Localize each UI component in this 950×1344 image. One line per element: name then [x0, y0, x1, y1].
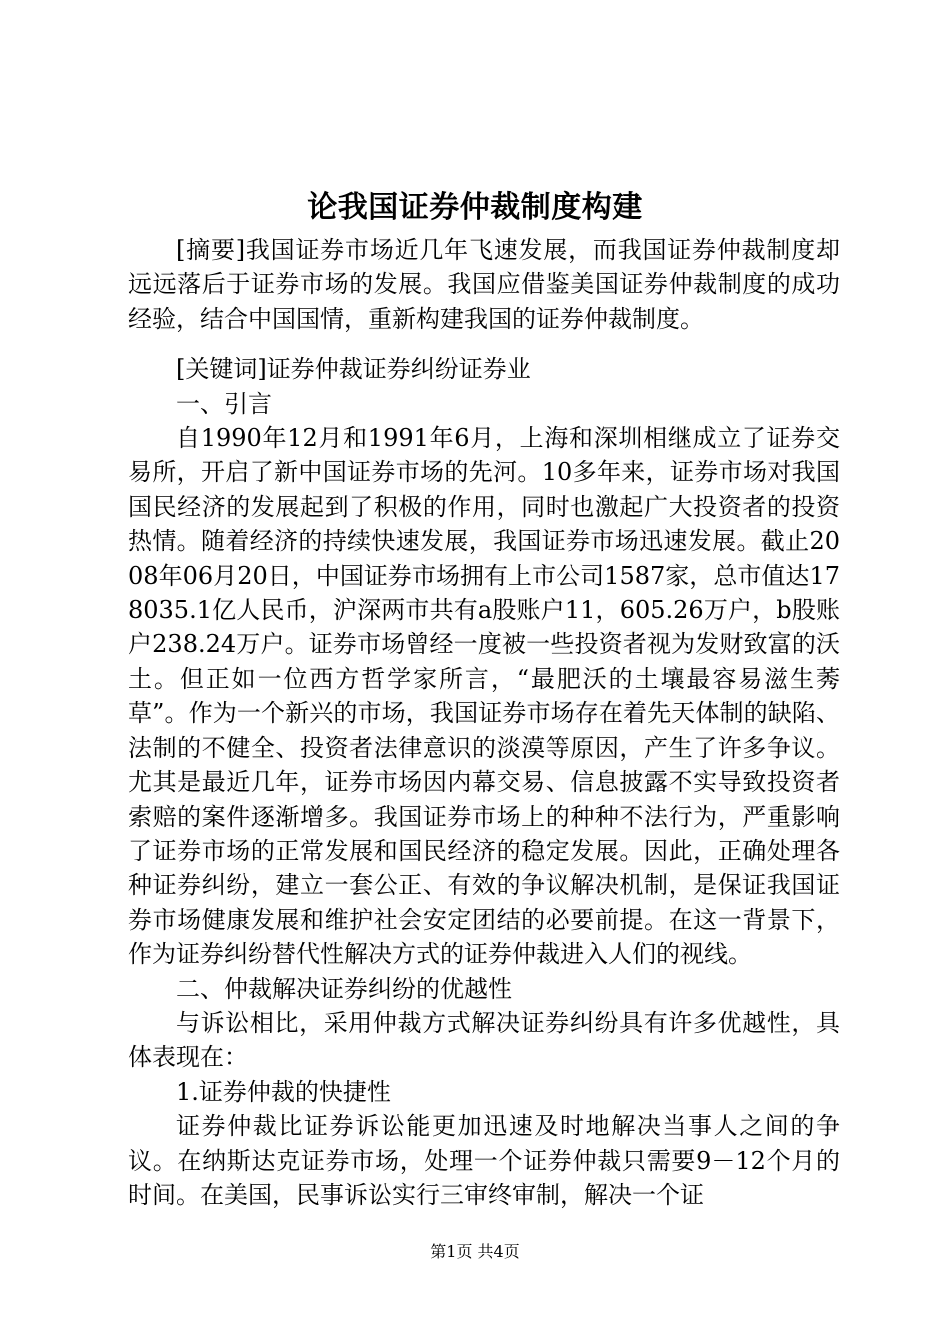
document-body — [128, 233, 840, 1212]
advantages-intro-paragraph: 与诉讼相比，采用仲裁方式解决证券纠纷具有许多优越性，具体表现在： — [128, 1008, 840, 1072]
speed-paragraph: 证券仲裁比证券诉讼能更加迅速及时地解决当事人之间的争议。在纳斯达克证券市场，处理一个证券仲裁只需要9－12个月的时间。在美国，民事诉讼实行三审终审制，解决一个证 — [128, 1112, 840, 1209]
abstract-paragraph: [摘要]我国证券市场近几年飞速发展，而我国证券仲裁制度却远远落后于证券市场的发展。我国应借鉴美国证券仲裁制度的成功经验，结合中国国情，重新构建我国的证券仲裁制度。 — [128, 236, 840, 333]
document-title: 论我国证券仲裁制度构建 — [307, 190, 643, 225]
keywords-paragraph: [关键词]证券仲裁证券纠纷证券业 — [176, 355, 531, 384]
introduction-paragraph: 自1990年12月和1991年6月，上海和深圳相继成立了证券交易所，开启了新中国证券市场的先河。10多年来，证券市场对我国国民经济的发展起到了积极的作用，同时也激起广大投资者的投资热情。随着经济的持续快速发展，我国证券市场迅速发展。截止2008年06月20日，中国证券市场拥有上市公司1587家，总市值达178035.1亿人民币，沪深两市共有a股账户11，605.26万户，b股账户238.24万户。证券市场曾经一度被一些投资者视为发财致富的沃土。但正如一位西方哲学家所言，“最肥沃的土壤最容易滋生莠草”。作为一个新兴的市场，我国证券市场存在着先天体制的缺陷、法制的不健全、投资者法律意识的淡漠等原因，产生了许多争议。尤其是最近几年，证券市场因内幕交易、信息披露不实导致投资者索赔的案件逐渐增多。我国证券市场上的种种不法行为，严重影响了证券市场的正常发展和国民经济的稳定发展。因此，正确处理各种证券纠纷，建立一套公正、有效的争议解决机制，是保证我国证券市场健康发展和维护社会安定团结的必要前提。在这一背景下，作为证券纠纷替代性解决方式的证券仲裁进入人们的视线。 — [128, 424, 840, 969]
section-heading-advantages: 二、仲裁解决证券纠纷的优越性 — [176, 974, 512, 1003]
subsection-heading-speed: 1.证券仲裁的快捷性 — [176, 1077, 391, 1106]
page-number-footer: 第1页 共4页 — [430, 1242, 520, 1261]
section-heading-introduction: 一、引言 — [176, 389, 272, 418]
